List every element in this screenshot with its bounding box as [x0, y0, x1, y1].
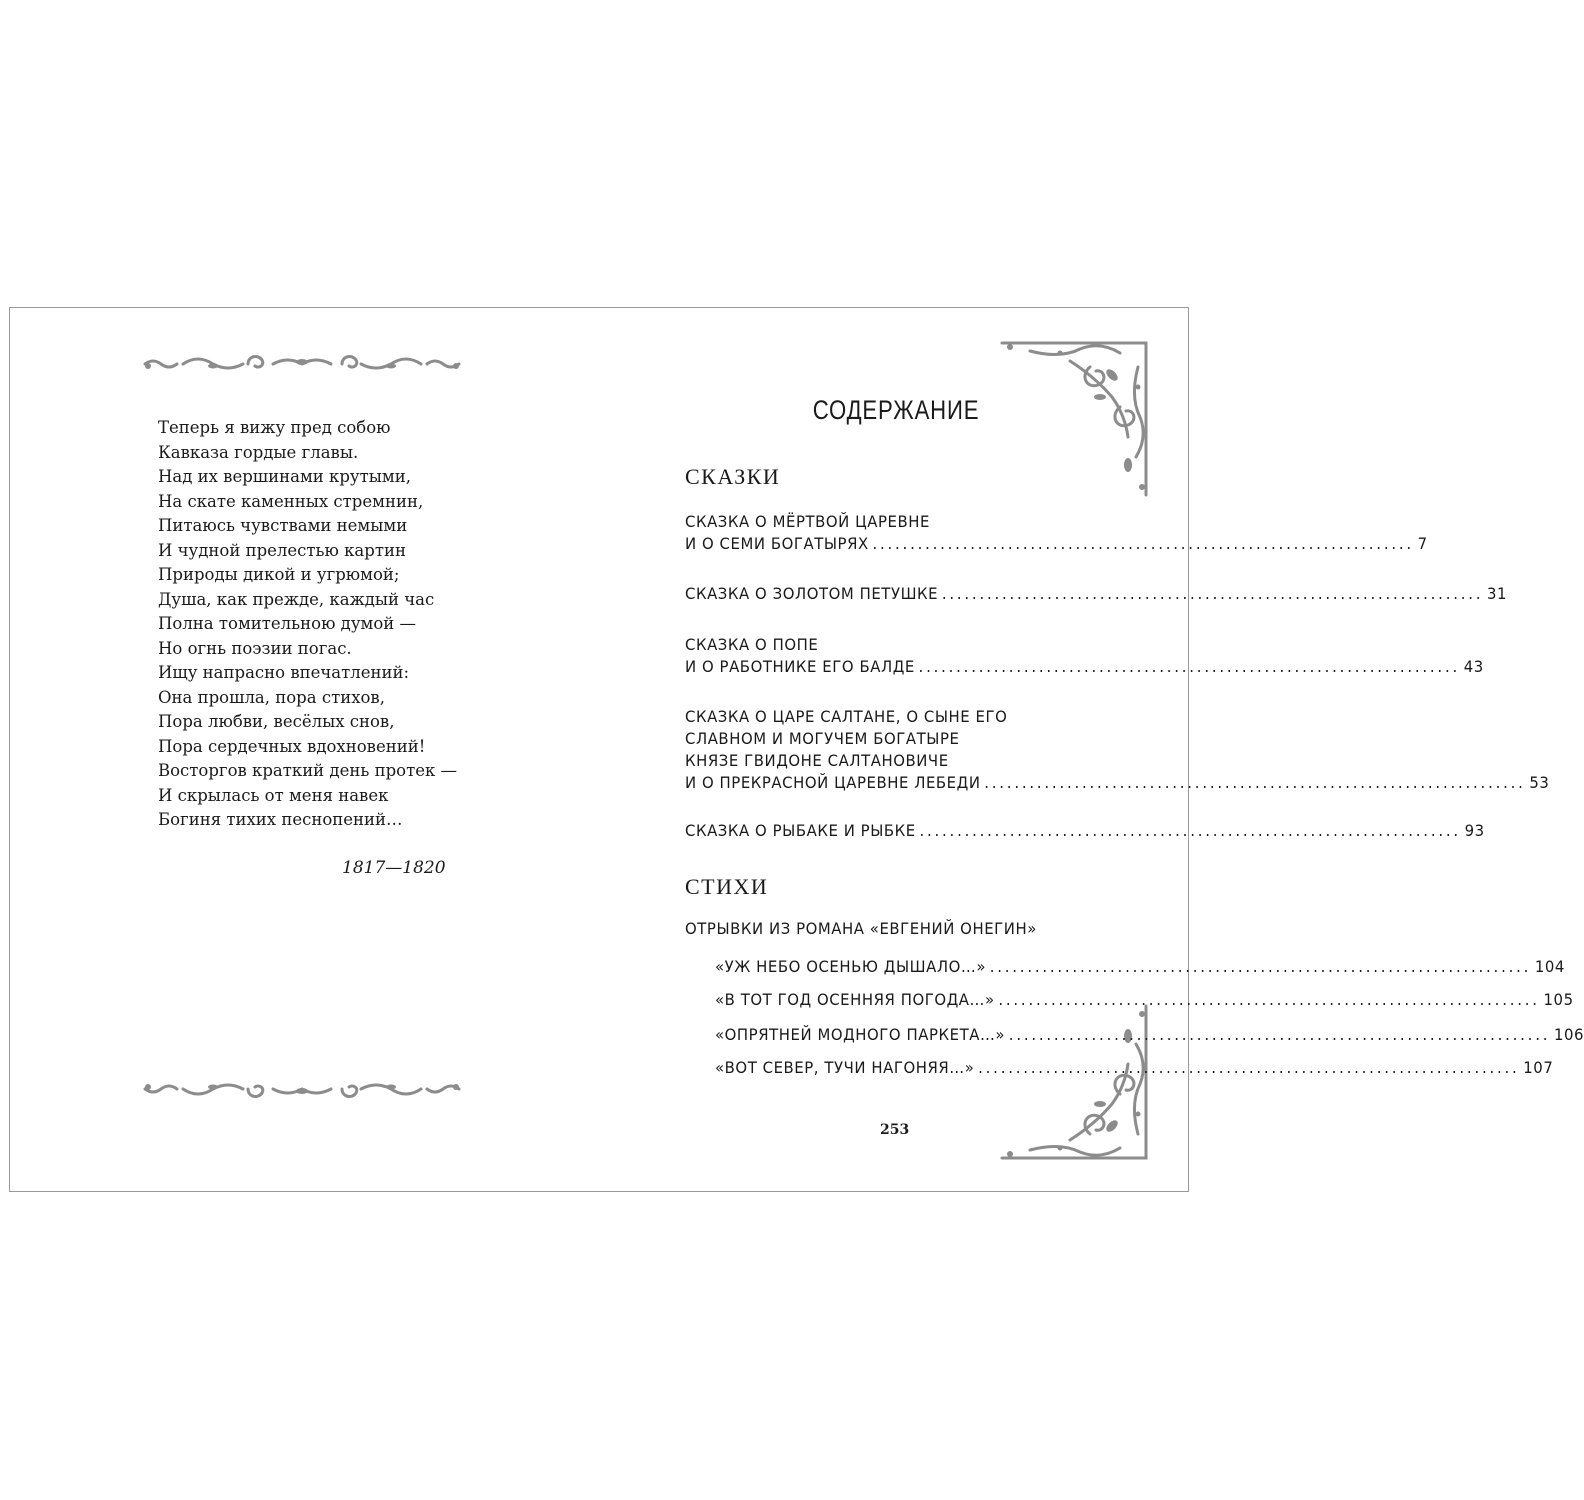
- toc-page-number: 53: [1529, 773, 1550, 792]
- toc-entry-title: «В ТОТ ГОД ОСЕННЯЯ ПОГОДА…»: [715, 990, 995, 1009]
- poem-line: Восторгов краткий день протек —: [158, 761, 458, 780]
- poem-line: На скате каменных стремнин,: [158, 491, 424, 511]
- poem-line: Над их вершинами крутыми,: [158, 467, 411, 486]
- toc-entry-title: СКАЗКА О РЫБАКЕ И РЫБКЕ: [685, 821, 916, 840]
- toc-page-number: 7: [1417, 534, 1428, 553]
- toc-entry-title: СКАЗКА О ЗОЛОТОМ ПЕТУШКЕ: [685, 584, 939, 603]
- toc-entry-title: И О СЕМИ БОГАТЫРЯХ: [685, 534, 869, 553]
- toc-entry-title: И О РАБОТНИКЕ ЕГО БАЛДЕ: [685, 657, 915, 676]
- poem-line: Полна томительною думой —: [158, 614, 417, 633]
- toc-page-number: 107: [1523, 1058, 1554, 1077]
- toc-entry-line: СКАЗКА О МЁРТВОЙ ЦАРЕВНЕ: [685, 512, 930, 531]
- poem-line: Теперь я вижу пред собою: [158, 418, 391, 437]
- dot-leader: ........................................................................: [984, 773, 1526, 792]
- poem-line: Пора любви, весёлых снов,: [158, 712, 395, 731]
- poem-line: И скрылась от меня навек: [158, 785, 389, 805]
- poem-line: Но огнь поэзии погас.: [158, 638, 352, 658]
- poem: [158, 416, 458, 833]
- toc-entry-line: СЛАВНОМ И МОГУЧЕМ БОГАТЫРЕ: [685, 729, 960, 748]
- toc-page-number: 104: [1534, 957, 1565, 976]
- toc-entry-line: ОТРЫВКИ ИЗ РОМАНА «ЕВГЕНИЙ ОНЕГИН»: [685, 919, 1037, 938]
- dot-leader: ........................................................................: [1008, 1025, 1551, 1044]
- toc-page-number: 105: [1543, 990, 1574, 1009]
- poem-line: Душа, как прежде, каждый час: [158, 589, 435, 609]
- poem-line: Питаюсь чувствами немыми: [158, 516, 408, 535]
- poem-line: Природы дикой и угрюмой;: [158, 565, 400, 584]
- poem-line: Ищу напрасно впечатлений:: [158, 663, 410, 682]
- toc-page-number: 106: [1553, 1025, 1584, 1044]
- dot-leader: ........................................................................: [978, 1058, 1520, 1077]
- toc-entry[interactable]: [685, 820, 1485, 842]
- poem-line: И чудной прелестью картин: [158, 540, 406, 560]
- toc-entry[interactable]: [715, 989, 1574, 1011]
- toc-page-number: 43: [1463, 657, 1484, 676]
- toc-entry-title: «ВОТ СЕВЕР, ТУЧИ НАГОНЯЯ…»: [715, 1058, 975, 1077]
- top-ornament-border: [143, 350, 461, 376]
- poem-line: Она прошла, пора стихов,: [158, 687, 385, 707]
- dot-leader: ........................................................................: [941, 584, 1484, 603]
- poem-line: Кавказа гордые главы.: [158, 442, 359, 462]
- toc-entry[interactable]: [715, 1024, 1584, 1046]
- dot-leader: ........................................................................: [918, 657, 1460, 676]
- toc-entry-line: КНЯЗЕ ГВИДОНЕ САЛТАНОВИЧЕ: [685, 751, 949, 770]
- toc-page-number: 93: [1464, 821, 1485, 840]
- toc-entry-line: СКАЗКА О ЦАРЕ САЛТАНЕ, О СЫНЕ ЕГО: [685, 707, 1008, 726]
- toc-entry-title: «ОПРЯТНЕЙ МОДНОГО ПАРКЕТА…»: [715, 1025, 1006, 1044]
- dot-leader: ........................................................................: [989, 957, 1532, 976]
- toc-entry[interactable]: [685, 706, 1550, 794]
- bottom-ornament-border: [143, 1077, 461, 1103]
- section-heading-skazki: СКАЗКИ: [685, 464, 781, 489]
- toc-entry[interactable]: [685, 634, 1484, 678]
- toc-entry[interactable]: [715, 956, 1565, 978]
- dot-leader: ........................................................................: [998, 990, 1540, 1009]
- toc-entry[interactable]: [715, 1057, 1554, 1079]
- poem-line: Богиня тихих песнопений…: [158, 810, 403, 829]
- toc-page-number: 31: [1487, 584, 1508, 603]
- page-title: СОДЕРЖАНИЕ: [812, 395, 980, 425]
- page-number: 253: [880, 1122, 910, 1138]
- toc-entry[interactable]: [685, 511, 1428, 555]
- toc-entry-title: И О ПРЕКРАСНОЙ ЦАРЕВНЕ ЛЕБЕДИ: [685, 773, 981, 792]
- toc-entry-line: СКАЗКА О ПОПЕ: [685, 635, 819, 654]
- poem-line: Пора сердечных вдохновений!: [158, 736, 426, 756]
- toc-entry-title: «УЖ НЕБО ОСЕНЬЮ ДЫШАЛО…»: [715, 957, 986, 976]
- dot-leader: ........................................................................: [872, 534, 1414, 553]
- toc-subheading[interactable]: [685, 918, 1077, 940]
- toc-entry[interactable]: [685, 583, 1508, 605]
- dot-leader: ........................................................................: [919, 821, 1461, 840]
- poem-date: 1817—1820: [342, 858, 446, 878]
- section-heading-stikhi: СТИХИ: [685, 874, 769, 899]
